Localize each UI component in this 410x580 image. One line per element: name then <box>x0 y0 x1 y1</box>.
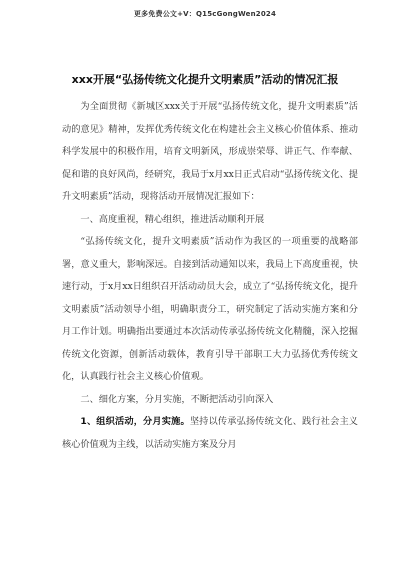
subsection-paragraph <box>62 411 358 456</box>
subsection-text: 坚持以传承弘扬传统文化、践行社会主义核心价值观为主线，以活动实施方案及分月 <box>62 416 358 450</box>
section-heading-1: 一、高度重视，精心组织，推进活动顺利开展 <box>80 213 265 225</box>
section-1-paragraph: “弘扬传统文化，提升文明素质”活动作为我区的一项重要的战略部署，意义重大，影响深远。自接到活动通知以来，我局上下高度重视，快速行动，于x月xx日组织召开活动动员大会，成立了“弘扬传统文化，提升文明素质”活动领导小组，明确职责分工，研究制定了活动实施方案和分月工作计划。明确指出要通过本次活动传承弘扬传统文化精髓，深入挖掘传统文化资源，创新活动载体，教育引导干部职工大力弘扬优秀传统文化，认真践行社会主义核心价值观。 <box>62 236 358 382</box>
document-title: xxx开展“弘扬传统文化提升文明素质”活动的情况汇报 <box>71 73 339 86</box>
header-note: 更多免费公文+V：Q15cGongWen2024 <box>133 10 277 18</box>
intro-paragraph: 为全面贯彻《新城区xxx关于开展“弘扬传统文化，提升文明素质”活动的意见》精神，发挥优秀传统文化在构建社会主义核心价值体系、推动科学发展中的积极作用，培育文明新风，形成崇荣辱、讲正气、作奉献、促和谐的良好风尚，经研究，我局于x月xx日正式启动“弘扬传统文化、提升文明素质”活动，现将活动开展情况汇报如下： <box>62 101 358 202</box>
section-heading-2: 二、细化方案，分月实施，不断把活动引向深入 <box>80 393 274 405</box>
subsection-heading: 1、组织活动，分月实施。 <box>80 416 190 427</box>
document-body <box>62 96 358 456</box>
